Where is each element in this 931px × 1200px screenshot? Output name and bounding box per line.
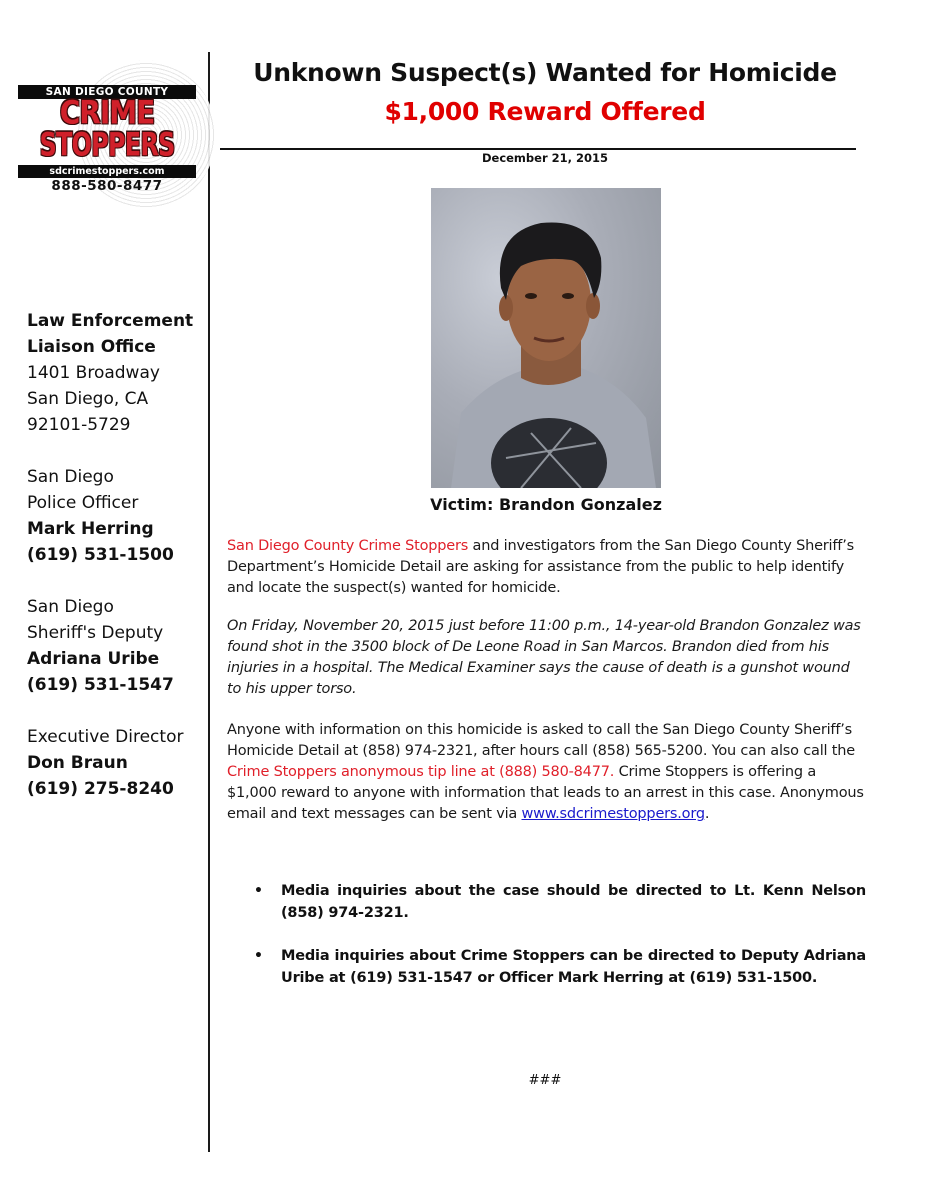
website-link[interactable]: www.sdcrimestoppers.org xyxy=(521,806,705,822)
contact-text-a: Anyone with information on this homicide is asked to call the San Diego County Sheriff’s Homicide Detail at (858) 974-2321, after hours call (858) 565-5200. You can also call the xyxy=(227,722,855,759)
contact-text-end: . xyxy=(704,806,710,822)
contact-director-title: Executive Director xyxy=(27,727,184,747)
contact-police-line1: San Diego xyxy=(27,467,114,487)
logo-stoppers-text: STOPPERS xyxy=(39,125,175,164)
list-item-text: Media inquiries about Crime Stoppers can be directed to Deputy Adriana Uribe at (619) 531-1547 or Officer Mark Herring at (619) 531-1500. xyxy=(281,948,866,986)
bullet-icon: • xyxy=(254,948,263,964)
list-item-text: Media inquiries about the case should be directed to Lt. Kenn Nelson (858) 974-2321. xyxy=(281,883,866,921)
logo-website: sdcrimestoppers.com xyxy=(18,165,196,178)
page-title: Unknown Suspect(s) Wanted for Homicide xyxy=(253,58,837,87)
logo-county-banner: SAN DIEGO COUNTY xyxy=(18,85,196,99)
release-date: December 21, 2015 xyxy=(481,151,609,165)
tip-line-highlight: Crime Stoppers anonymous tip line at (888) 580-8477. xyxy=(227,764,615,780)
office-address2: San Diego, CA xyxy=(27,389,149,409)
contact-text-b: Crime Stoppers is offering a $1,000 reward to anyone with information that leads to an arrest in this case. Anonymous email and text messages can be sent via xyxy=(227,764,864,822)
logo-crime-text: CRIME xyxy=(59,93,155,132)
contact-paragraph xyxy=(227,720,867,825)
office-address1: 1401 Broadway xyxy=(27,363,160,383)
bullet-icon: • xyxy=(254,883,263,899)
victim-photo-illustration xyxy=(431,188,661,488)
vertical-divider xyxy=(208,52,210,1152)
contact-sheriff-line2: Sheriff's Deputy xyxy=(27,623,164,643)
contact-director-phone: (619) 275-8240 xyxy=(27,779,174,799)
contact-sheriff-phone: (619) 531-1547 xyxy=(27,675,174,695)
office-name-line2: Liaison Office xyxy=(27,337,156,357)
contact-sheriff-name: Adriana Uribe xyxy=(27,649,160,669)
end-mark: ### xyxy=(528,1073,562,1088)
reward-subtitle: $1,000 Reward Offered xyxy=(384,97,706,126)
intro-text: and investigators from the San Diego County Sheriff’s Department’s Homicide Detail are asking for assistance from the public to help identify and locate the suspect(s) wanted for homicide. xyxy=(227,538,854,596)
header-rule xyxy=(220,148,856,150)
crime-stoppers-highlight: San Diego County Crime Stoppers xyxy=(227,538,469,554)
contact-police-phone: (619) 531-1500 xyxy=(27,545,174,565)
incident-paragraph: On Friday, November 20, 2015 just before 11:00 p.m., 14-year-old Brandon Gonzalez was found shot in the 3500 block of De Leone Road in San Marcos. Brandon died from his injuries in a hospital. The Medical Examiner says the cause of death is a gunshot wound to his upper torso. xyxy=(227,618,861,697)
photo-caption: Victim: Brandon Gonzalez xyxy=(430,495,662,514)
media-inquiries-list xyxy=(254,880,866,1010)
office-zip: 92101-5729 xyxy=(27,415,131,435)
sidebar-contacts xyxy=(27,308,207,802)
crime-stoppers-logo xyxy=(16,70,196,205)
contact-police-line2: Police Officer xyxy=(27,493,139,513)
contact-sheriff-line1: San Diego xyxy=(27,597,114,617)
contact-director-name: Don Braun xyxy=(27,753,128,773)
intro-paragraph xyxy=(227,536,867,599)
list-item xyxy=(254,945,866,989)
logo-phone: 888-580-8477 xyxy=(51,178,163,194)
contact-police-name: Mark Herring xyxy=(27,519,154,539)
office-name-line1: Law Enforcement xyxy=(27,311,194,331)
list-item xyxy=(254,880,866,924)
victim-photo xyxy=(431,188,661,488)
